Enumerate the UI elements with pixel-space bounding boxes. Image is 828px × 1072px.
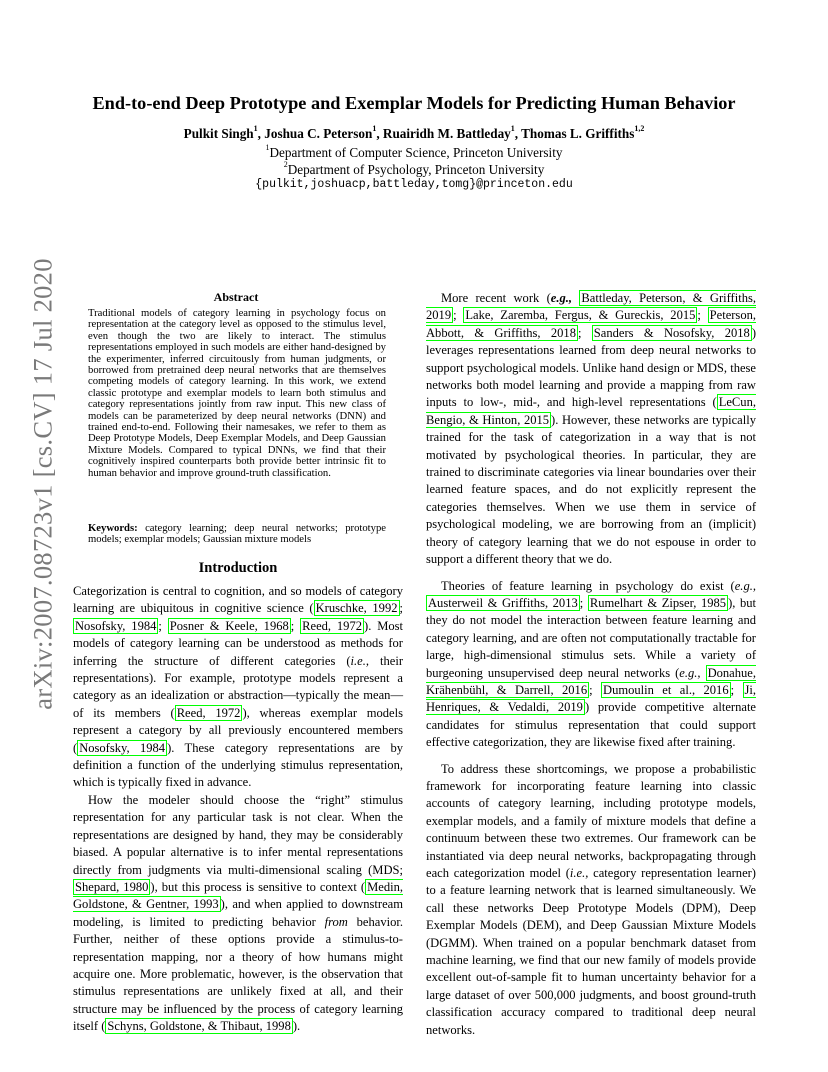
citation-link[interactable]: Dumoulin et al., 2016	[603, 682, 729, 697]
author-name: Joshua C. Peterson	[264, 126, 373, 141]
citation-link[interactable]: Medin, Goldstone, & Gentner, 1993	[73, 879, 404, 912]
author-affiliation-mark: 1	[372, 124, 377, 133]
emphasis-text: e.g.,	[734, 578, 756, 593]
author-name: Pulkit Singh	[183, 126, 254, 141]
right-column	[426, 290, 756, 1039]
author-affiliation-mark: 1	[253, 124, 258, 133]
arxiv-stamp: arXiv:2007.08723v1 [cs.CV] 17 Jul 2020	[27, 258, 58, 710]
text-run: ;	[730, 682, 743, 697]
left-column	[73, 583, 403, 1036]
paragraph	[426, 290, 756, 569]
author-affiliation-mark: 1,2	[634, 124, 645, 133]
keywords-text: category learning; deep neural networks; prototype models; exemplar models; Gaussian mixture models	[88, 523, 386, 546]
text-run: ;	[589, 682, 602, 697]
text-run: ;	[579, 595, 588, 610]
text-run: ;	[453, 308, 464, 323]
text-run: ;	[577, 325, 592, 340]
abstract-heading: Abstract	[213, 290, 259, 304]
citation-link[interactable]: Kruschke, 1992	[315, 601, 398, 616]
citation-link[interactable]: Austerweil & Griffiths, 2013	[428, 595, 578, 610]
text-run: ). However, these networks are typically trained for the task of categorization in a way that is not motivated by psychological theories. In particular, they are trained to discriminate categories via linear boundaries over their learned feature spaces, and do not explicitly represent the categories themselves. When we use them in service of psychological modeling, we are borrowing from an (implicit) theory of category learning that we do not espouse in order to support a different theory that we do.	[426, 412, 756, 567]
text-run: How the modeler should choose the “right” stimulus representation for any particular task is not clear. When the representations are designed by hand, they may be considerably biased. A popular alternative is to infer mental representations directly from judgments via multi-dimensional scaling (MDS;	[73, 792, 403, 877]
citation-link[interactable]: Rumelhart & Zipser, 1985	[589, 595, 727, 610]
emphasis-text: e.g.,	[550, 291, 573, 305]
emphasis-text: i.e.,	[350, 653, 370, 668]
author-name: Thomas L. Griffiths	[521, 126, 635, 141]
citation-link[interactable]: Reed, 1972	[176, 705, 241, 720]
citation-link[interactable]: LeCun, Bengio, & Hinton, 2015	[426, 395, 756, 427]
keywords-label: Keywords:	[88, 523, 138, 534]
text-run: ). These category representations are by definition a function of the underlying stimulus representation, which is typically fixed in advance.	[73, 740, 403, 790]
citation-link[interactable]: Peterson, Abbott, & Griffiths, 2018	[426, 308, 757, 340]
text-run: ). Most models of category learning can be understood as methods for inferring the structure of different categories (	[73, 618, 403, 668]
author-affiliation-mark: 1	[510, 124, 515, 133]
citation-link[interactable]: Posner & Keele, 1968	[169, 618, 289, 633]
text-run	[701, 666, 706, 680]
text-run: their representations). For example, prototype models represent a category as an idealization or abstraction—typically the mean—of its members (	[73, 653, 404, 720]
text-run: Categorization is central to cognition, and so models of category learning are ubiquitous in cognitive science (	[73, 584, 403, 616]
emphasis-text: from	[324, 914, 348, 929]
paragraph	[73, 792, 403, 1036]
text-run: ;	[697, 308, 708, 323]
citation-link[interactable]: Reed, 1972	[302, 618, 363, 633]
affiliation-mark: 1	[265, 143, 270, 152]
affiliation	[0, 162, 828, 178]
author-list: Pulkit Singh$^1$, Joshua C. Peterson$^1$, Ruairidh M. Battleday$^1$, Thomas L. Griffiths$^{1,2}$	[183, 124, 645, 141]
citation-link[interactable]: Nosofsky, 1984	[75, 618, 157, 633]
citation-link[interactable]: Donahue, Krähenbühl, & Darrell, 2016	[426, 665, 756, 697]
affiliation	[0, 145, 828, 161]
text-run: ) provide competitive alternate candidates for stimulus representation that could support effective categorization, they are likewise fixed after training.	[426, 700, 756, 750]
author-name: Ruairidh M. Battleday	[382, 126, 511, 141]
citation-link[interactable]: Ji, Henriques, & Vedaldi, 2019	[426, 682, 757, 715]
paragraph	[426, 761, 756, 1040]
text-run: ;	[158, 618, 168, 633]
text-run: ), whereas exemplar models represent a category by all previously encountered members (	[73, 705, 403, 755]
text-run: ;	[399, 601, 403, 616]
emphasis-text: i.e.,	[569, 866, 589, 880]
text-run: ) leverages representations learned from deep neural networks to support psychological models. Unlike hand design or MDS, these networks both model learning and provide a mapping from raw inputs to low-, mid-, and high-level representations (	[426, 325, 756, 410]
paragraph	[73, 583, 403, 792]
citation-link[interactable]: Shepard, 1980	[75, 879, 149, 894]
paragraph	[426, 578, 756, 752]
affiliation-text: Department of Psychology, Princeton University	[287, 162, 545, 177]
text-run: More recent work (	[441, 291, 551, 305]
text-run: ), and when applied to downstream modeling, is limited to predicting behavior	[73, 897, 403, 929]
text-run: behavior. Further, neither of these options provide a stimulus-to-representation mapping, nor a theory of how humans might acquire one. More problematic, however, is the observation that stimulus representations are unlikely fixed at all, and their structure may be influenced by the process of category learning itself (	[73, 914, 403, 1034]
text-run: ;	[290, 618, 301, 633]
text-run: Theories of feature learning in psychology do exist (	[441, 578, 735, 593]
paper-title: End-to-end Deep Prototype and Exemplar Models for Predicting Human Behavior	[92, 93, 736, 113]
citation-link[interactable]: Schyns, Goldstone, & Thibaut, 1998	[107, 1019, 291, 1034]
author-email: {pulkit,joshuacp,battleday,tomg}@princeton.edu	[255, 178, 573, 191]
emphasis-text: e.g.,	[679, 665, 701, 680]
citation-link[interactable]: Sanders & Nosofsky, 2018	[593, 325, 750, 340]
citation-link[interactable]: Battleday, Peterson, & Griffiths, 2019	[426, 291, 757, 323]
text-run: ).	[292, 1019, 301, 1034]
text-run: category representation learner) to a feature learning network that is learned simultaneously. We call these networks Deep Prototype Models (DPM), Deep Exemplar Models (DEM), and Deep Gaussian Mixture Models (DGMM). When trained on a popular benchmark dataset from machine learning, we find that our new family of models provide excellent out-of-sample fit to human uncertainty behavior for a large dataset of over 500,000 judgments, and boost ground-truth classification accuracy compared to traditional deep neural networks.	[426, 866, 756, 1037]
citation-link[interactable]: Nosofsky, 1984	[79, 740, 166, 755]
affiliation-text: Department of Computer Science, Princeton University	[269, 145, 563, 160]
text-run: To address these shortcomings, we propose a probabilistic framework for incorporating feature learning into classic accounts of category learning, including prototype models, exemplar models, and a family of mixture models that define a continuum between these two extremes. Our framework can be instantiated via deep neural networks, backpropagating through each categorization model (	[426, 761, 756, 880]
keywords	[88, 523, 386, 546]
affiliation-mark: 2	[283, 160, 288, 169]
citation-link[interactable]: Lake, Zaremba, Fergus, & Gureckis, 2015	[465, 308, 696, 323]
abstract-text: Traditional models of category learning in psychology focus on representation at the category level as opposed to the stimulus level, even though the two are likely to interact. The stimulus representations employed in such models are either hand-designed by the experimenter, inferred circuitously from human judgments, or borrowed from pretrained deep neural networks that are themselves competing models of category learning. In this work, we extend classic prototype and exemplar models to learn both stimulus and category representations jointly from raw input. This new class of models can be parameterized by deep neural networks (DNN) and trained end-to-end. Following their namesakes, we refer to them as Deep Prototype Models, Deep Exemplar Models, and Deep Gaussian Mixture Models. Compared to typical DNNs, we find that their cognitively inspired counterparts both provide better intrinsic fit to human behavior and improve ground-truth classification.	[88, 308, 386, 479]
text-run: ), but they do not model the interaction between feature learning and category learning, and are often not computationally tractable for large, high-dimensional stimulus sets. While a variety of burgeoning unsupervised deep neural networks (	[426, 595, 756, 680]
text-run: ), but this process is sensitive to context (	[150, 879, 366, 894]
section-heading-introduction: Introduction	[198, 560, 278, 576]
